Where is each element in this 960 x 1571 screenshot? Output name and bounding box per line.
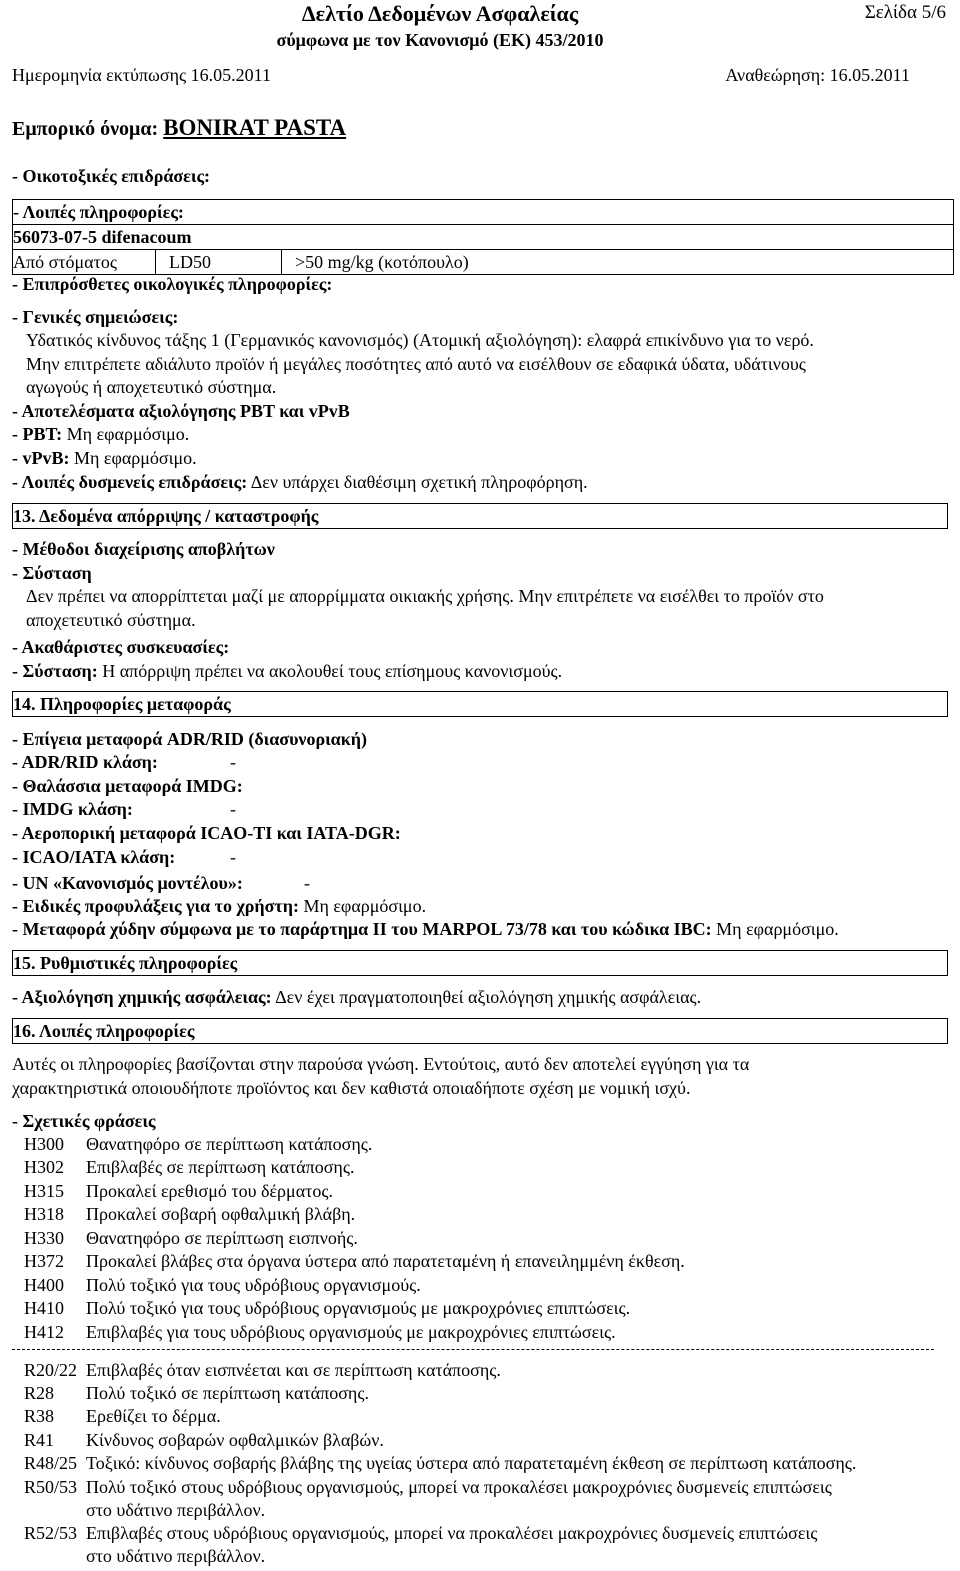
ecotox-row-substance [13,225,953,250]
phrases-title: - Σχετικές φράσεις [12,1111,156,1131]
section-15-header [12,950,948,976]
adr-label: - ADR/RID κλάση: [12,752,158,772]
icao-label: - ICAO/IATA κλάση: [12,847,176,867]
phrase-text: Πολύ τοξικό για τους υδρόβιους οργανισμούς με μακροχρόνιες επιπτώσεις. [86,1298,631,1318]
phrase-code: H412 [24,1322,64,1342]
un-label: - UN «Κανονισμός μοντέλου»: [12,873,243,893]
waste-rec-line-1: Δεν πρέπει να απορρίπτεται μαζί με απορρίμματα οικιακής χρήσης. Μην επιτρέπετε να εισέλθει το προϊόν στο [26,586,824,606]
ecotox-additional: - Επιπρόσθετες οικολογικές πληροφορίες: [12,274,333,294]
phrase-text: Ερεθίζει το δέρμα. [86,1406,221,1426]
other-effects-line [12,470,588,494]
disclaimer-line-2: χαρακτηριστικά οποιουδήποτε προϊόντος και δεν καθιστά οποιαδήποτε σχέση με νομική ισχύ. [12,1078,691,1098]
other-effects-label: - Λοιπές δυσμενείς επιδράσεις: [12,472,248,492]
phrase-text: Τοξικό: κίνδυνος σοβαρής βλάβης της υγείας ύστερα από παρατεταμένη έκθεση σε περίπτωση κατάποσης. [86,1453,857,1473]
phrase-text: Επιβλαβές στους υδρόβιους οργανισμούς, μπορεί να προκαλέσει μακροχρόνιες δυσμενείς επιπτώσεις [86,1523,818,1543]
section-13-title: 13. Δεδομένα απόρριψης / καταστροφής [13,506,319,526]
phrase-code: H400 [24,1275,64,1295]
phrase-code: R50/53 [24,1477,78,1497]
phrase-code: H315 [24,1181,64,1201]
icao-value: - [230,847,236,867]
bulk-line [12,917,839,941]
adr-line [12,750,236,774]
packaging-rec-value: Η απόρριψη πρέπει να ακολουθεί τους επίσημους κανονισμούς. [102,661,563,681]
pbt-label: - PBT: [12,424,63,444]
waste-recommendation: - Σύσταση [12,563,92,583]
phrase-text: Θανατηφόρο σε περίπτωση κατάποσης. [86,1134,373,1154]
adr-value: - [230,752,236,772]
vpvb-line [12,446,197,470]
phrase-text: Πολύ τοξικό σε περίπτωση κατάποσης. [86,1383,369,1403]
phrase-code: H372 [24,1251,64,1271]
section-16-header [12,1018,948,1044]
phrase-text: στο υδάτινο περιβάλλον. [86,1500,266,1520]
trade-name-label: Εμπορικό όνομα: [12,118,159,140]
disclaimer-line-1: Αυτές οι πληροφορίες βασίζονται στην παρούσα γνώση. Εντούτοις, αυτό δεν αποτελεί εγγύηση για τα [12,1054,750,1074]
phrase-text: Προκαλεί ερεθισμό του δέρματος. [86,1181,333,1201]
waste-methods: - Μέθοδοι διαχείρισης αποβλήτων [12,539,275,559]
phrase-text: Πολύ τοξικό στους υδρόβιους οργανισμούς, μπορεί να προκαλέσει μακροχρόνιες δυσμενείς επιπτώσεις [86,1477,832,1497]
ecotox-measure: LD50 [169,250,282,274]
phrase-code: R28 [24,1383,55,1403]
chem-safety-label: - Αξιολόγηση χημικής ασφάλειας: [12,987,272,1007]
chem-safety-line [12,985,701,1009]
chem-safety-value: Δεν έχει πραγματοποιηθεί αξιολόγηση χημικής ασφάλειας. [275,987,702,1007]
icao-line [12,845,236,869]
land-transport: - Επίγεια μεταφορά ADR/RID (διασυνοριακή) [12,729,367,749]
pbt-value: Μη εφαρμόσιμο. [66,424,190,444]
phrase-text: Προκαλεί σοβαρή οφθαλμική βλάβη. [86,1204,356,1224]
imdg-value: - [230,799,236,819]
section-13-header [12,503,948,529]
imdg-label: - IMDG κλάση: [12,799,133,819]
air-transport: - Αεροπορική μεταφορά ICAO-TI και IATA-DGR: [12,823,401,843]
phrase-text: Κίνδυνος σοβαρών οφθαλμικών βλαβών. [86,1430,384,1450]
other-effects-value: Δεν υπάρχει διαθέσιμη σχετική πληροφόρηση. [250,472,588,492]
special-value: Μη εφαρμόσιμο. [303,896,427,916]
trade-name: BONIRAT PASTA [163,115,347,140]
general-title: - Γενικές σημειώσεις: [12,307,179,327]
special-line [12,894,426,918]
page-number: Σελίδα 5/6 [864,2,946,23]
phrase-text: Πολύ τοξικό για τους υδρόβιους οργανισμούς. [86,1275,421,1295]
general-line-3: αγωγούς ή αποχετευτικό σύστημα. [26,377,277,397]
phrase-code: R38 [24,1406,55,1426]
ecotox-value: >50 mg/kg (κοτόπουλο) [295,252,469,272]
vpvb-value: Μη εφαρμόσιμο. [74,448,197,468]
special-label: - Ειδικές προφυλάξεις για το χρήστη: [12,896,299,916]
phrase-code: R41 [24,1430,55,1450]
phrase-text: Θανατηφόρο σε περίπτωση εισπνοής. [86,1228,358,1248]
bulk-label: - Μεταφορά χύδην σύμφωνα με το παράρτημα II του MARPOL 73/78 και του κώδικα IBC: [12,919,712,939]
phrase-code: H318 [24,1204,64,1224]
phrase-code: H300 [24,1134,64,1154]
imdg-line [12,797,236,821]
ecotox-title: - Οικοτοξικές επιδράσεις: [12,166,211,186]
pbt-line [12,422,189,446]
ecotox-route: Από στόματος [13,250,156,274]
phrase-text: Προκαλεί βλάβες στα όργανα ύστερα από παρατεταμένη ή επανειλημμένη έκθεση. [86,1251,685,1271]
revision-date: Αναθεώρηση: 16.05.2011 [725,65,910,85]
ecotox-table [12,199,954,275]
packaging-rec-label: - Σύσταση: [12,661,98,681]
packaging-title: - Ακαθάριστες συσκευασίες: [12,637,230,657]
vpvb-label: - vPvB: [12,448,70,468]
phrase-code: H410 [24,1298,64,1318]
document-title: Δελτίο Δεδομένων Ασφαλείας [301,1,579,26]
phrases-divider [12,1349,934,1350]
phrase-code: H330 [24,1228,64,1248]
phrase-text: Επιβλαβές όταν εισπνέεται και σε περίπτωση κατάποσης. [86,1360,501,1380]
document-subtitle: σύμφωνα με τον Κανονισμό (ΕΚ) 453/2010 [276,30,604,50]
general-line-2: Μην επιτρέπετε αδιάλυτο προϊόν ή μεγάλες ποσότητες από αυτό να εισέλθουν σε εδαφικά ύδατα, υδάτινους [26,354,806,374]
phrase-text: στο υδάτινο περιβάλλον. [86,1546,266,1566]
phrase-code: R48/25 [24,1453,78,1473]
ecotox-row-other [13,200,953,225]
section-14-title: 14. Πληροφορίες μεταφοράς [13,694,231,714]
phrase-code: R20/22 [24,1360,78,1380]
section-16-title: 16. Λοιπές πληροφορίες [13,1021,195,1041]
print-date: Ημερομηνία εκτύπωσης 16.05.2011 [12,65,271,85]
trade-name-line [12,114,346,143]
un-value: - [304,873,310,893]
waste-rec-line-2: αποχετευτικό σύστημα. [26,610,196,630]
ecotox-substance: 56073-07-5 difenacoum [13,227,192,247]
phrase-text: Επιβλαβές για τους υδρόβιους οργανισμούς με μακροχρόνιες επιπτώσεις. [86,1322,616,1342]
section-14-header [12,691,948,717]
section-15-title: 15. Ρυθμιστικές πληροφορίες [13,953,238,973]
un-line [12,871,310,895]
general-line-1: Υδατικός κίνδυνος τάξης 1 (Γερμανικός κανονισμός) (Ατομική αξιολόγηση): ελαφρά επικίνδυνο για το νερό. [26,330,814,350]
ecotox-other-label: - Λοιπές πληροφορίες: [13,202,184,222]
phrase-text: Επιβλαβές σε περίπτωση κατάποσης. [86,1157,355,1177]
phrase-code: R52/53 [24,1523,78,1543]
sea-transport: - Θαλάσσια μεταφορά IMDG: [12,776,243,796]
packaging-rec-line [12,659,562,683]
pbt-title: - Αποτελέσματα αξιολόγησης PBT και vPvB [12,401,350,421]
bulk-value: Μη εφαρμόσιμο. [716,919,839,939]
phrase-code: H302 [24,1157,64,1177]
